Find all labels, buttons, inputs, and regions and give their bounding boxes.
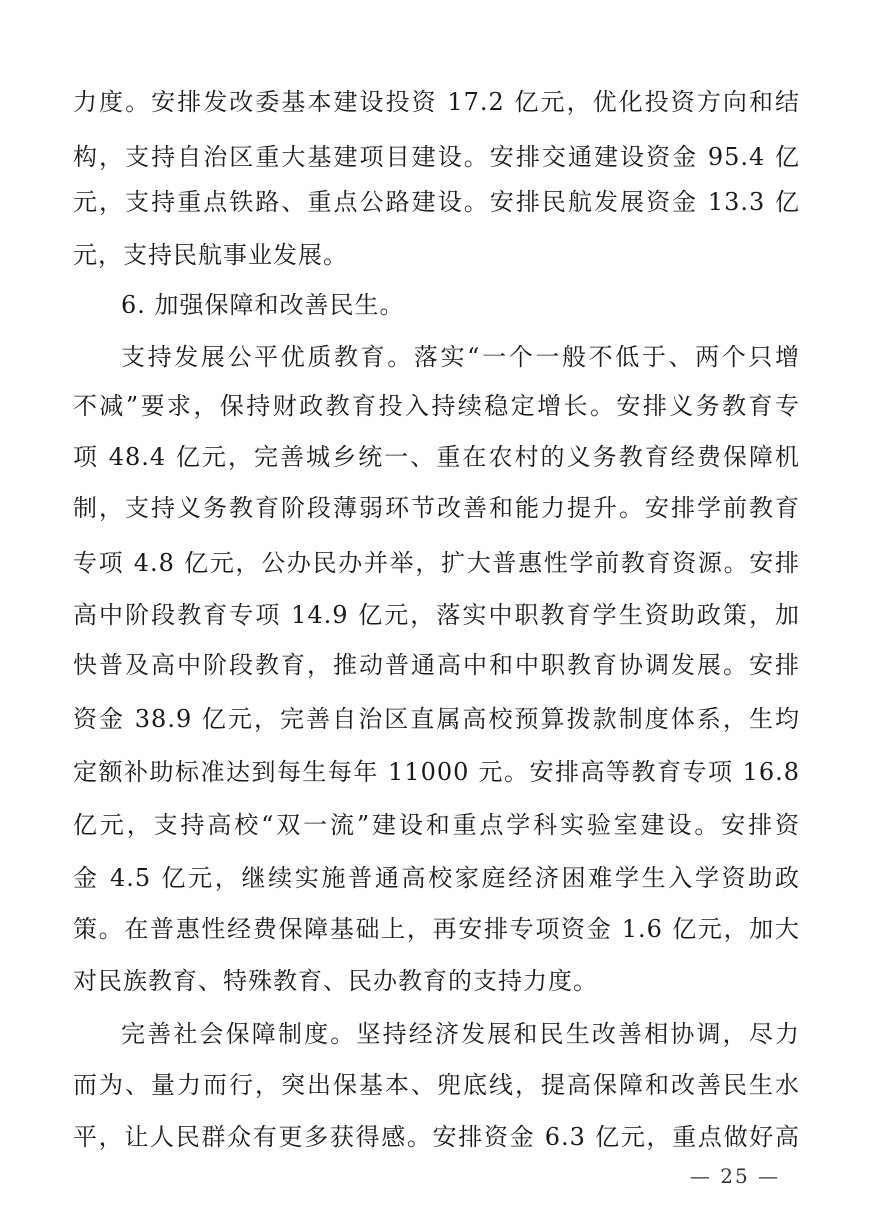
paragraph-line: 而为、量力而行，突出保基本、兜底线，提高保障和改善民生水 [73, 1071, 800, 1099]
paragraph-line: 资金 38.9 亿元，完善自治区直属高校预算拨款制度体系，生均 [73, 705, 800, 733]
page-number: — 25 — [689, 1164, 781, 1188]
paragraph-line: 不减”要求，保持财政教育投入持续稳定增长。安排义务教育专 [73, 392, 800, 420]
paragraph-line: 策。在普惠性经费保障基础上，再安排专项资金 1.6 亿元，加大 [73, 915, 800, 943]
paragraph-line: 金 4.5 亿元，继续实施普通高校家庭经济困难学生入学资助政 [73, 864, 800, 892]
paragraph-line: 力度。安排发改委基本建设投资 17.2 亿元，优化投资方向和结 [73, 88, 800, 116]
paragraph-line: 项 48.4 亿元，完善城乡统一、重在农村的义务教育经费保障机 [73, 443, 800, 471]
paragraph-line: 对民族教育、特殊教育、民办教育的支持力度。 [73, 967, 598, 995]
paragraph-line: 制，支持义务教育阶段薄弱环节改善和能力提升。安排学前教育 [73, 494, 800, 522]
paragraph-line: 平，让人民群众有更多获得感。安排资金 6.3 亿元，重点做好高 [73, 1123, 800, 1151]
paragraph-line: 专项 4.8 亿元，公办民办并举，扩大普惠性学前教育资源。安排 [73, 549, 800, 577]
paragraph-line: 亿元，支持高校“双一流”建设和重点学科实验室建设。安排资 [73, 811, 800, 839]
paragraph-line: 定额补助标准达到每生每年 11000 元。安排高等教育专项 16.8 [73, 758, 800, 786]
paragraph-line: 元，支持重点铁路、重点公路建设。安排民航发展资金 13.3 亿 [73, 188, 800, 216]
paragraph-line: 元，支持民航事业发展。 [73, 241, 348, 269]
paragraph-line: 完善社会保障制度。坚持经济发展和民生改善相协调，尽力 [121, 1020, 800, 1048]
paragraph-line: 支持发展公平优质教育。落实“一个一般不低于、两个只增 [121, 343, 800, 371]
section-heading: 6. 加强保障和改善民生。 [121, 291, 405, 319]
paragraph-line: 快普及高中阶段教育，推动普通高中和中职教育协调发展。安排 [73, 651, 800, 679]
paragraph-line: 高中阶段教育专项 14.9 亿元，落实中职教育学生资助政策，加 [73, 601, 800, 629]
paragraph-line: 构，支持自治区重大基建项目建设。安排交通建设资金 95.4 亿 [73, 143, 800, 171]
